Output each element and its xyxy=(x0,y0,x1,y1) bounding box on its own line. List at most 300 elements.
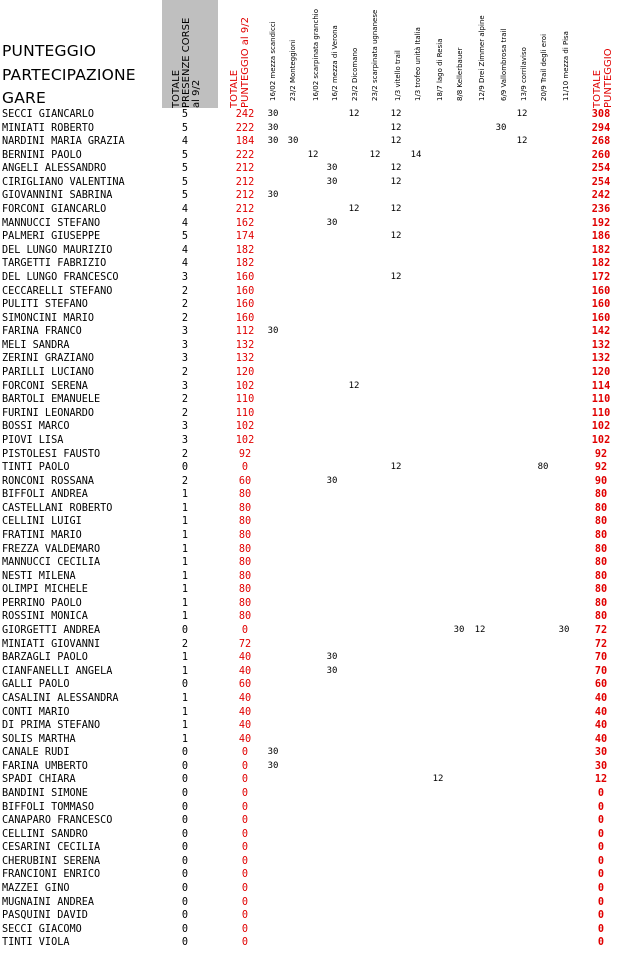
athlete-name: FORCONI GIANCARLO xyxy=(2,204,107,216)
table-row xyxy=(0,461,633,475)
presenze-count: 0 xyxy=(181,801,189,813)
title-line-3: GARE xyxy=(2,89,46,107)
presenze-count: 4 xyxy=(181,204,189,216)
athlete-name: MANNUCCI CECILIA xyxy=(2,557,101,569)
athlete-name: FRATINI MARIO xyxy=(2,529,82,541)
punteggio-al-9-2: 40 xyxy=(238,720,252,732)
totale-punteggio: 0 xyxy=(597,815,605,827)
totale-punteggio: 0 xyxy=(597,910,605,922)
totale-punteggio: 182 xyxy=(591,244,611,256)
presenze-count: 4 xyxy=(181,258,189,270)
race-score: 12 xyxy=(390,176,402,187)
totale-punteggio: 0 xyxy=(597,788,605,799)
table-row xyxy=(0,638,633,652)
totale-punteggio: 40 xyxy=(594,733,608,745)
presenze-count: 0 xyxy=(181,937,189,949)
totale-punteggio: 160 xyxy=(591,312,611,324)
race-score: 30 xyxy=(267,136,279,147)
presenze-count: 1 xyxy=(181,665,189,677)
totale-punteggio: 102 xyxy=(591,434,611,446)
athlete-name: GALLI PAOLO xyxy=(2,679,70,691)
table-row xyxy=(0,434,633,448)
race-header-5: 23/2 Dicomano xyxy=(351,47,359,101)
punteggio-al-9-2: 40 xyxy=(238,692,252,704)
punteggio-al-9-2: 160 xyxy=(235,312,255,324)
totale-punteggio: 40 xyxy=(594,720,608,732)
race-header-12: 6/9 Vallombrosa trail xyxy=(500,28,508,101)
presenze-count: 0 xyxy=(181,788,189,799)
race-score: 12 xyxy=(474,625,486,636)
athlete-name: DEL LUNGO MAURIZIO xyxy=(2,244,113,256)
punteggio-al-9-2: 0 xyxy=(241,828,249,840)
athlete-name: DI PRIMA STEFANO xyxy=(2,720,101,732)
race-score: 12 xyxy=(390,109,402,119)
punteggio-al-9-2: 0 xyxy=(241,923,249,935)
athlete-name: FORCONI SERENA xyxy=(2,380,88,392)
presenze-count: 5 xyxy=(181,190,189,202)
athlete-name: SECCI GIACOMO xyxy=(2,923,82,935)
totale-punteggio: 172 xyxy=(591,271,611,283)
athlete-name: NESTI MILENA xyxy=(2,570,76,582)
athlete-name: PALMERI GIUSEPPE xyxy=(2,231,101,243)
race-header-2: 23/2 Monteggioni xyxy=(289,39,297,101)
table-row xyxy=(0,773,633,787)
table-row xyxy=(0,678,633,692)
punteggio-al-9-2: 160 xyxy=(235,285,255,297)
presenze-count: 0 xyxy=(181,462,189,474)
athlete-name: CELLINI SANDRO xyxy=(2,828,88,840)
athlete-name: CELLINI LUIGI xyxy=(2,516,82,528)
totale-punteggio: 254 xyxy=(591,176,611,188)
presenze-count: 1 xyxy=(181,502,189,514)
presenze-count: 2 xyxy=(181,367,189,379)
race-score: 12 xyxy=(432,774,444,785)
presenze-count: 0 xyxy=(181,747,189,759)
athlete-name: TINTI PAOLO xyxy=(2,462,70,474)
race-header-13: 13/9 corrilaviso xyxy=(520,47,528,101)
presenze-count: 0 xyxy=(181,815,189,827)
totale-punteggio: 192 xyxy=(591,217,611,229)
presenze-count: 3 xyxy=(181,434,189,446)
athlete-name: FARINA UMBERTO xyxy=(2,760,88,772)
table-row xyxy=(0,855,633,869)
presenze-count: 3 xyxy=(181,326,189,338)
presenze-header-line-2: PRESENZE CORSE xyxy=(181,17,192,108)
athlete-name: ANGELI ALESSANDRO xyxy=(2,163,107,175)
athlete-name: CASTELLANI ROBERTO xyxy=(2,502,113,514)
presenze-count: 1 xyxy=(181,706,189,718)
presenze-count: 1 xyxy=(181,543,189,555)
race-header-4: 16/2 mezza di Verona xyxy=(331,25,339,101)
punteggio-al-9-2: 102 xyxy=(235,380,255,392)
table-row xyxy=(0,325,633,339)
race-header-8: 1/3 trofeo unità Italia xyxy=(414,27,422,101)
totale-punteggio: 80 xyxy=(594,516,608,528)
table-row xyxy=(0,122,633,136)
athlete-name: FURINI LEONARDO xyxy=(2,407,95,419)
punteggio-al-9-2: 112 xyxy=(235,326,255,338)
punteggio-al-9-2: 0 xyxy=(241,869,249,881)
table-row xyxy=(0,529,633,543)
punteggio-al-9-2: 132 xyxy=(235,353,255,365)
race-header-3: 16/02 scarpinata granchio xyxy=(312,9,320,101)
presenze-count: 1 xyxy=(181,611,189,623)
athlete-name: RONCONI ROSSANA xyxy=(2,475,95,487)
athlete-name: MUGNAINI ANDREA xyxy=(2,896,95,908)
athlete-name: PASQUINI DAVID xyxy=(2,910,88,922)
race-header-6: 23/2 scarpinata ugnanese xyxy=(371,9,379,101)
punteggio-al-9-2: 60 xyxy=(238,475,252,487)
presenze-count: 1 xyxy=(181,570,189,582)
athlete-name: PISTOLESI FAUSTO xyxy=(2,448,101,460)
totale-punteggio: 186 xyxy=(591,231,611,243)
punteggio-al-9-2: 40 xyxy=(238,706,252,718)
presenze-count: 5 xyxy=(181,122,189,134)
punteggio-al-9-2: 182 xyxy=(235,244,255,256)
totale-punteggio: 80 xyxy=(594,584,608,596)
presenze-header-line-1: TOTALE xyxy=(171,69,182,108)
totale-punteggio: 80 xyxy=(594,557,608,569)
title-line-1: PUNTEGGIO xyxy=(2,42,97,60)
race-score: 30 xyxy=(558,625,570,636)
table-row xyxy=(0,230,633,244)
presenze-count: 0 xyxy=(181,774,189,786)
table-row xyxy=(0,665,633,679)
totale-punteggio: 80 xyxy=(594,529,608,541)
athlete-name: MINIATI GIOVANNI xyxy=(2,638,101,650)
race-header-15: 11/10 mezza di Pisa xyxy=(562,31,570,101)
athlete-name: ZERINI GRAZIANO xyxy=(2,353,95,365)
table-row xyxy=(0,217,633,231)
presenze-count: 0 xyxy=(181,842,189,854)
presenze-count: 1 xyxy=(181,584,189,596)
presenze-count: 0 xyxy=(181,883,189,895)
totale-punteggio: 80 xyxy=(594,570,608,582)
table-row xyxy=(0,448,633,462)
table-row xyxy=(0,719,633,733)
totale-punteggio: 268 xyxy=(591,136,611,148)
table-row xyxy=(0,896,633,910)
presenze-count: 0 xyxy=(181,896,189,908)
race-score: 12 xyxy=(348,204,360,215)
table-row xyxy=(0,583,633,597)
race-score: 30 xyxy=(326,475,338,486)
athlete-name: GIORGETTI ANDREA xyxy=(2,625,101,637)
race-score: 12 xyxy=(390,163,402,174)
presenze-count: 5 xyxy=(181,176,189,188)
table-row xyxy=(0,162,633,176)
totale-punteggio: 80 xyxy=(594,611,608,623)
presenze-count: 4 xyxy=(181,217,189,229)
athlete-name: FREZZA VALDEMARO xyxy=(2,543,101,555)
table-row xyxy=(0,271,633,285)
athlete-name: MANNUCCI STEFANO xyxy=(2,217,101,229)
table-row xyxy=(0,556,633,570)
race-score: 30 xyxy=(326,163,338,174)
punteggio-al-9-2: 212 xyxy=(235,163,255,175)
table-row xyxy=(0,393,633,407)
table-row xyxy=(0,420,633,434)
athlete-name: SIMONCINI MARIO xyxy=(2,312,95,324)
table-row xyxy=(0,841,633,855)
presenze-count: 1 xyxy=(181,652,189,664)
totale-punteggio: 90 xyxy=(594,475,608,487)
punteggio-al-9-2: 80 xyxy=(238,557,252,569)
punteggio-al-9-2: 80 xyxy=(238,516,252,528)
presenze-count: 1 xyxy=(181,529,189,541)
presenze-count: 1 xyxy=(181,720,189,732)
race-score: 12 xyxy=(390,122,402,133)
table-row xyxy=(0,312,633,326)
punteggio-al-9-2: 92 xyxy=(238,448,252,460)
presenze-count: 0 xyxy=(181,855,189,867)
athlete-name: CECCARELLI STEFANO xyxy=(2,285,113,297)
table-row xyxy=(0,543,633,557)
totale-punteggio: 80 xyxy=(594,543,608,555)
totale-punteggio: 242 xyxy=(591,190,611,202)
punteggio-al-9-2: 0 xyxy=(241,788,249,799)
title-block xyxy=(0,0,162,108)
presenze-count: 1 xyxy=(181,516,189,528)
table-row xyxy=(0,597,633,611)
totale-punteggio: 0 xyxy=(597,883,605,895)
race-header-14: 20/9 Trail degli eroi xyxy=(540,33,548,101)
table-row xyxy=(0,814,633,828)
presenze-count: 0 xyxy=(181,828,189,840)
totale-punteggio: 80 xyxy=(594,597,608,609)
totale-punteggio: 72 xyxy=(594,638,608,650)
punteggio-al-9-2: 212 xyxy=(235,204,255,216)
punteggio-al-9-2: 80 xyxy=(238,489,252,501)
table-row xyxy=(0,366,633,380)
punteggio-al-9-2: 160 xyxy=(235,271,255,283)
table-row xyxy=(0,936,633,950)
race-score: 30 xyxy=(267,760,279,771)
athlete-name: BANDINI SIMONE xyxy=(2,788,88,799)
athlete-name: TINTI VIOLA xyxy=(2,937,70,949)
presenze-count: 3 xyxy=(181,339,189,351)
table-row xyxy=(0,923,633,937)
athlete-name: PERRINO PAOLO xyxy=(2,597,82,609)
table-row xyxy=(0,828,633,842)
presenze-count: 1 xyxy=(181,489,189,501)
athlete-name: BARTOLI EMANUELE xyxy=(2,394,101,406)
athlete-name: BIFFOLI ANDREA xyxy=(2,489,88,501)
punteggio-al-9-2: 0 xyxy=(241,625,249,637)
punteggio-al-9-2: 0 xyxy=(241,747,249,759)
punteggio-al-9-2: 80 xyxy=(238,584,252,596)
punteggio-al-9-2: 242 xyxy=(235,109,255,120)
punteggio-al-9-2: 222 xyxy=(235,122,255,134)
punteggio-al-9-2: 222 xyxy=(235,149,255,161)
table-row xyxy=(0,760,633,774)
table-row xyxy=(0,189,633,203)
table-row xyxy=(0,515,633,529)
race-score: 30 xyxy=(326,652,338,663)
presenze-count: 0 xyxy=(181,679,189,691)
totale-punteggio: 12 xyxy=(594,774,608,786)
table-row xyxy=(0,746,633,760)
race-header-9: 18/7 lago di Resia xyxy=(436,38,444,101)
race-header-10: 8/8 Kellerbauer xyxy=(456,47,464,101)
race-score: 12 xyxy=(390,136,402,147)
presenze-count: 5 xyxy=(181,109,189,120)
presenze-count: 3 xyxy=(181,353,189,365)
athlete-name: CIANFANELLI ANGELA xyxy=(2,665,113,677)
athlete-name: SECCI GIANCARLO xyxy=(2,109,95,120)
race-score: 12 xyxy=(390,231,402,242)
totale-punteggio: 92 xyxy=(594,448,608,460)
punteggio-header-line-1: TOTALE xyxy=(229,69,240,108)
race-score: 12 xyxy=(390,271,402,282)
presenze-count: 2 xyxy=(181,407,189,419)
race-score: 30 xyxy=(267,190,279,201)
athlete-name: CESARINI CECILIA xyxy=(2,842,101,854)
presenze-count: 1 xyxy=(181,597,189,609)
presenze-header-line-3: al 9/2 xyxy=(191,79,202,108)
athlete-name: CHERUBINI SERENA xyxy=(2,855,101,867)
totale-punteggio: 40 xyxy=(594,706,608,718)
totale-punteggio: 0 xyxy=(597,869,605,881)
race-score: 12 xyxy=(369,149,381,160)
race-score: 12 xyxy=(348,380,360,391)
totale-punteggio: 30 xyxy=(594,747,608,759)
table-row xyxy=(0,882,633,896)
race-score: 30 xyxy=(267,122,279,133)
totale-punteggio: 80 xyxy=(594,489,608,501)
presenze-count: 0 xyxy=(181,923,189,935)
punteggio-al-9-2: 162 xyxy=(235,217,255,229)
presenze-count: 2 xyxy=(181,475,189,487)
punteggio-al-9-2: 80 xyxy=(238,543,252,555)
totale-punteggio: 0 xyxy=(597,923,605,935)
totale-punteggio: 40 xyxy=(594,692,608,704)
race-score: 30 xyxy=(267,747,279,758)
table-row xyxy=(0,692,633,706)
athlete-name: FARINA FRANCO xyxy=(2,326,82,338)
athlete-name: CASALINI ALESSANDRA xyxy=(2,692,119,704)
punteggio-al-9-2: 102 xyxy=(235,421,255,433)
totale-punteggio: 0 xyxy=(597,937,605,949)
punteggio-al-9-2: 80 xyxy=(238,570,252,582)
totale-punteggio: 110 xyxy=(591,394,611,406)
athlete-name: SOLIS MARTHA xyxy=(2,733,76,745)
athlete-name: CANAPARO FRANCESCO xyxy=(2,815,113,827)
race-score: 80 xyxy=(537,462,549,473)
table-row xyxy=(0,488,633,502)
totale-punteggio: 102 xyxy=(591,421,611,433)
totale-punteggio: 30 xyxy=(594,760,608,772)
punteggio-al-9-2: 0 xyxy=(241,910,249,922)
athlete-name: PULITI STEFANO xyxy=(2,299,88,311)
race-score: 30 xyxy=(453,625,465,636)
totale-punteggio: 0 xyxy=(597,896,605,908)
race-score: 30 xyxy=(326,665,338,676)
punteggio-al-9-2: 120 xyxy=(235,367,255,379)
punteggio-al-9-2: 60 xyxy=(238,679,252,691)
totale-punteggio: 132 xyxy=(591,339,611,351)
punteggio-al-9-2: 174 xyxy=(235,231,255,243)
punteggio-al-9-2: 40 xyxy=(238,652,252,664)
punteggio-al-9-2: 160 xyxy=(235,299,255,311)
athlete-name: SPADI CHIARA xyxy=(2,774,76,786)
totale-punteggio: 70 xyxy=(594,652,608,664)
presenze-count: 0 xyxy=(181,869,189,881)
punteggio-al-9-2: 0 xyxy=(241,760,249,772)
presenze-count: 2 xyxy=(181,638,189,650)
athlete-name: OLIMPI MICHELE xyxy=(2,584,88,596)
athlete-name: BIFFOLI TOMMASO xyxy=(2,801,95,813)
totale-punteggio: 160 xyxy=(591,299,611,311)
race-score: 12 xyxy=(348,109,360,119)
race-score: 14 xyxy=(410,149,422,160)
table-row xyxy=(0,244,633,258)
punteggio-al-9-2: 110 xyxy=(235,394,255,406)
totale-punteggio: 114 xyxy=(591,380,611,392)
punteggio-al-9-2: 80 xyxy=(238,611,252,623)
athlete-name: PIOVI LISA xyxy=(2,434,64,446)
punteggio-al-9-2: 0 xyxy=(241,937,249,949)
punteggio-al-9-2: 40 xyxy=(238,665,252,677)
punteggio-al-9-2: 0 xyxy=(241,855,249,867)
table-row xyxy=(0,352,633,366)
punteggio-al-9-2: 40 xyxy=(238,733,252,745)
punteggio-al-9-2: 182 xyxy=(235,258,255,270)
totale-punteggio: 160 xyxy=(591,285,611,297)
totale-punteggio: 254 xyxy=(591,163,611,175)
punteggio-al-9-2: 102 xyxy=(235,434,255,446)
race-score: 30 xyxy=(267,326,279,337)
athlete-name: BARZAGLI PAOLO xyxy=(2,652,88,664)
presenze-count: 5 xyxy=(181,149,189,161)
table-row xyxy=(0,149,633,163)
totale-punteggio: 60 xyxy=(594,679,608,691)
punteggio-al-9-2: 110 xyxy=(235,407,255,419)
punteggio-al-9-2: 72 xyxy=(238,638,252,650)
race-score: 12 xyxy=(390,462,402,473)
race-score: 12 xyxy=(307,149,319,160)
totale-punteggio: 72 xyxy=(594,625,608,637)
table-row xyxy=(0,624,633,638)
table-row xyxy=(0,339,633,353)
totale-header-line-1: TOTALE xyxy=(592,69,603,108)
table-row xyxy=(0,502,633,516)
presenze-count: 2 xyxy=(181,285,189,297)
athlete-name: MAZZEI GINO xyxy=(2,883,70,895)
punteggio-al-9-2: 0 xyxy=(241,883,249,895)
punteggio-al-9-2: 80 xyxy=(238,597,252,609)
presenze-count: 0 xyxy=(181,625,189,637)
race-score: 30 xyxy=(495,122,507,133)
table-row xyxy=(0,108,633,122)
punteggio-header-line-2: PUNTEGGIO al 9/2 xyxy=(240,17,251,108)
punteggio-al-9-2: 0 xyxy=(241,801,249,813)
totale-punteggio: 294 xyxy=(591,122,611,134)
table-row xyxy=(0,257,633,271)
presenze-count: 5 xyxy=(181,163,189,175)
table-row xyxy=(0,380,633,394)
race-score: 12 xyxy=(516,109,528,119)
athlete-name: DEL LUNGO FRANCESCO xyxy=(2,271,119,283)
table-row xyxy=(0,909,633,923)
totale-punteggio: 80 xyxy=(594,502,608,514)
totale-punteggio: 308 xyxy=(591,109,611,120)
race-header-11: 12/9 Drei Zimmer alpine xyxy=(478,15,486,101)
race-score: 12 xyxy=(390,204,402,215)
table-row xyxy=(0,298,633,312)
totale-punteggio: 70 xyxy=(594,665,608,677)
athlete-name: CIRIGLIANO VALENTINA xyxy=(2,176,125,188)
